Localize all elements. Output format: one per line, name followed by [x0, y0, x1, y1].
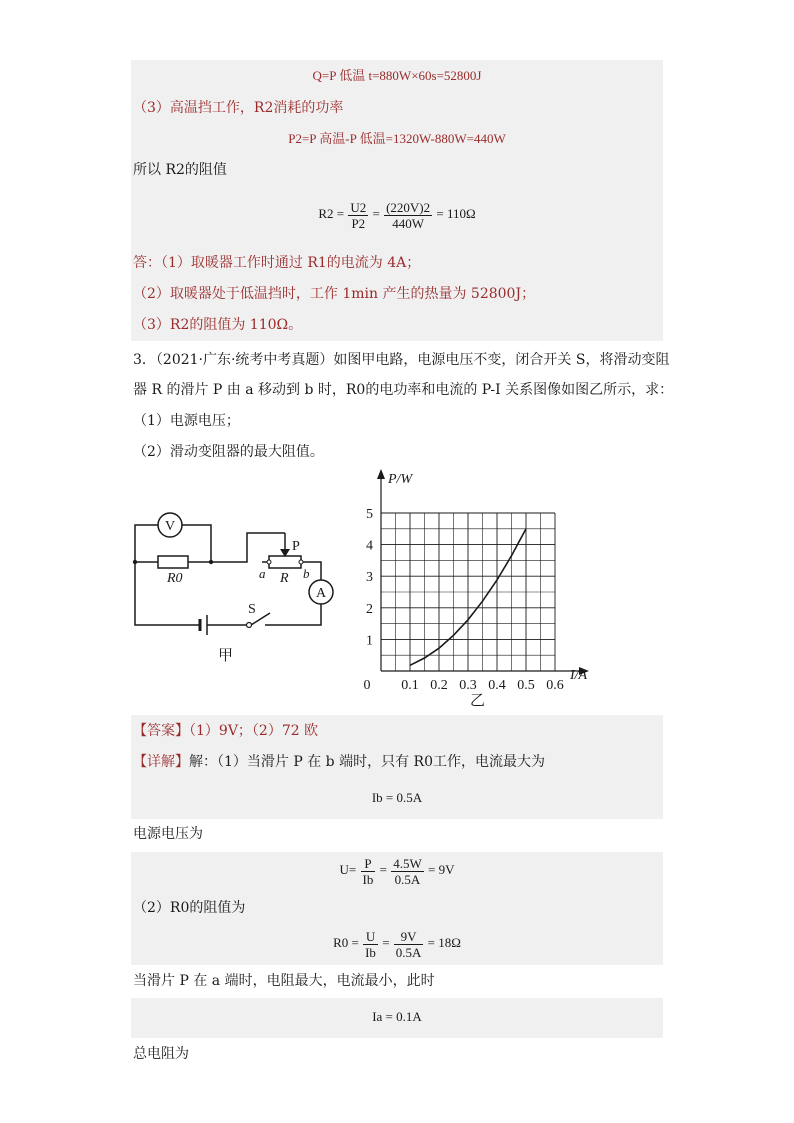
wire-r0-to-rheostat [188, 533, 285, 562]
slider-label: P [292, 539, 300, 554]
eq-u-den2: 0.5A [394, 871, 421, 887]
eq-heat: Q=P 低温 t=880W×60s=52800J [312, 68, 482, 83]
wire-ammeter-bottom [265, 604, 321, 625]
x-tick-label: 0.3 [459, 678, 477, 693]
x-tick-label: 0.5 [517, 678, 535, 693]
total-r-label: 总电阻为 [133, 1046, 189, 1062]
q3-sub2: （2）滑动变阻器的最大阻值。 [133, 444, 324, 460]
detail-label: 【详解】 [133, 754, 189, 770]
resistor-r0 [158, 556, 188, 568]
voltage-label: 电源电压为 [133, 826, 203, 842]
x-tick-label: 0.1 [401, 678, 419, 693]
eq-u-lhs: U= [339, 862, 357, 877]
y-axis-arrow [377, 469, 385, 479]
eq-ia: Ia = 0.1A [372, 1009, 422, 1024]
part3-intro: （3）高温挡工作，R2消耗的功率 [133, 100, 344, 116]
wire-voltmeter-left [135, 525, 158, 562]
q3-sub1: （1）电源电压； [133, 413, 240, 429]
switch-contact [247, 623, 252, 628]
eq-r0-eq: = [382, 935, 390, 950]
ammeter-label: A [315, 586, 327, 601]
eq-p2: P2=P 高温-P 低温=1320W-880W=440W [288, 131, 506, 146]
eq-ib: Ib = 0.5A [371, 790, 423, 805]
eq-r0-frac2 [394, 929, 424, 960]
x-tick-label: 0 [363, 678, 371, 693]
eq-r0-num2: 9V [394, 929, 424, 945]
answer-text: （1）9V；（2）72 欧 [189, 723, 319, 739]
answer-label: 【答案】 [133, 723, 189, 739]
x-axis-label: I/A [570, 668, 588, 683]
part2-label: （2）R0的阻值为 [133, 900, 246, 916]
chart-ticks [364, 507, 564, 693]
eq-r2-result: = 110Ω [436, 206, 476, 221]
rheostat-label: R [280, 571, 289, 586]
detail-text: 解：（1）当滑片 P 在 b 端时，只有 R0工作，电流最大为 [189, 754, 545, 770]
switch-label: S [248, 602, 256, 617]
end-b-label: b [303, 566, 310, 581]
answer-line-1: 答：（1）取暖器工作时通过 R1的电流为 4A； [133, 255, 421, 271]
eq-r2-num1: U2 [350, 199, 367, 215]
answer-line [133, 721, 318, 741]
chart-grid [381, 513, 555, 671]
circuit-caption: 甲 [218, 648, 234, 664]
eq-r0-den2: 0.5A [395, 944, 422, 960]
y-tick-label: 4 [366, 538, 373, 554]
eq-r2-frac1 [348, 200, 368, 231]
slider-a-text: 当滑片 P 在 a 端时，电阻最大，电流最小，此时 [133, 973, 435, 989]
eq-r2-den2: 440W [392, 215, 424, 231]
eq-r2-eq: = [372, 206, 380, 221]
eq-r0-num1: U [363, 929, 378, 945]
answer-line-3: （3）R2的阻值为 110Ω。 [133, 317, 303, 333]
eq-u-num1: P [361, 856, 376, 872]
eq-u [131, 852, 663, 888]
eq-r2 [131, 196, 663, 232]
r0-label: R0 [167, 571, 183, 586]
chart-axes [381, 473, 585, 671]
eq-r0-den1: Ib [365, 944, 376, 960]
eq-u-eq: = [379, 862, 387, 877]
y-tick-label: 3 [366, 570, 373, 586]
eq-u-frac2 [391, 856, 424, 887]
q3-stem-line2: 器 R 的滑片 P 由 a 移动到 b 时，R0的电功率和电流的 P-I 关系图像如图乙所示，求： [133, 382, 674, 398]
y-axis-label: P/W [388, 472, 413, 487]
voltmeter-label: V [164, 519, 176, 534]
y-tick-label: 5 [366, 507, 373, 522]
x-tick-label: 0.2 [430, 678, 448, 693]
eq-u-result: = 9V [427, 862, 455, 877]
answer-line-2: （2）取暖器处于低温挡时，工作 1min 产生的热量为 52800J； [133, 286, 536, 302]
eq-r2-num2: (220V)2 [386, 199, 431, 215]
node-a [267, 560, 271, 564]
eq-r2-den1: P2 [351, 215, 366, 231]
eq-u-num2: 4.5W [393, 855, 422, 871]
so-r2: 所以 R2的阻值 [133, 162, 227, 178]
x-tick-label: 0.4 [488, 678, 506, 693]
eq-r0-result: = 18Ω [427, 935, 461, 950]
x-tick-label: 0.6 [546, 678, 564, 693]
y-tick-label: 1 [366, 633, 373, 649]
y-tick-label: 2 [366, 601, 373, 617]
end-a-label: a [259, 566, 266, 581]
eq-r0-frac1 [363, 929, 378, 960]
eq-u-den1: Ib [362, 871, 374, 887]
eq-r2-lhs: R2 = [318, 206, 345, 221]
pi-chart [360, 465, 610, 710]
eq-r2-frac2 [384, 200, 432, 231]
junction-left [133, 560, 137, 564]
circuit-diagram [120, 495, 350, 670]
eq-u-frac1 [361, 856, 376, 887]
detail-line [133, 752, 545, 772]
node-b [299, 560, 303, 564]
junction-right [209, 560, 213, 564]
eq-r0-lhs: R0 = [333, 935, 359, 950]
chart-caption: 乙 [470, 693, 486, 709]
eq-r0 [131, 925, 663, 961]
q3-stem-line1: 3．（2021·广东·统考中考真题）如图甲电路，电源电压不变，闭合开关 S，将滑动变阻 [133, 352, 670, 368]
rheostat-r [269, 556, 301, 568]
